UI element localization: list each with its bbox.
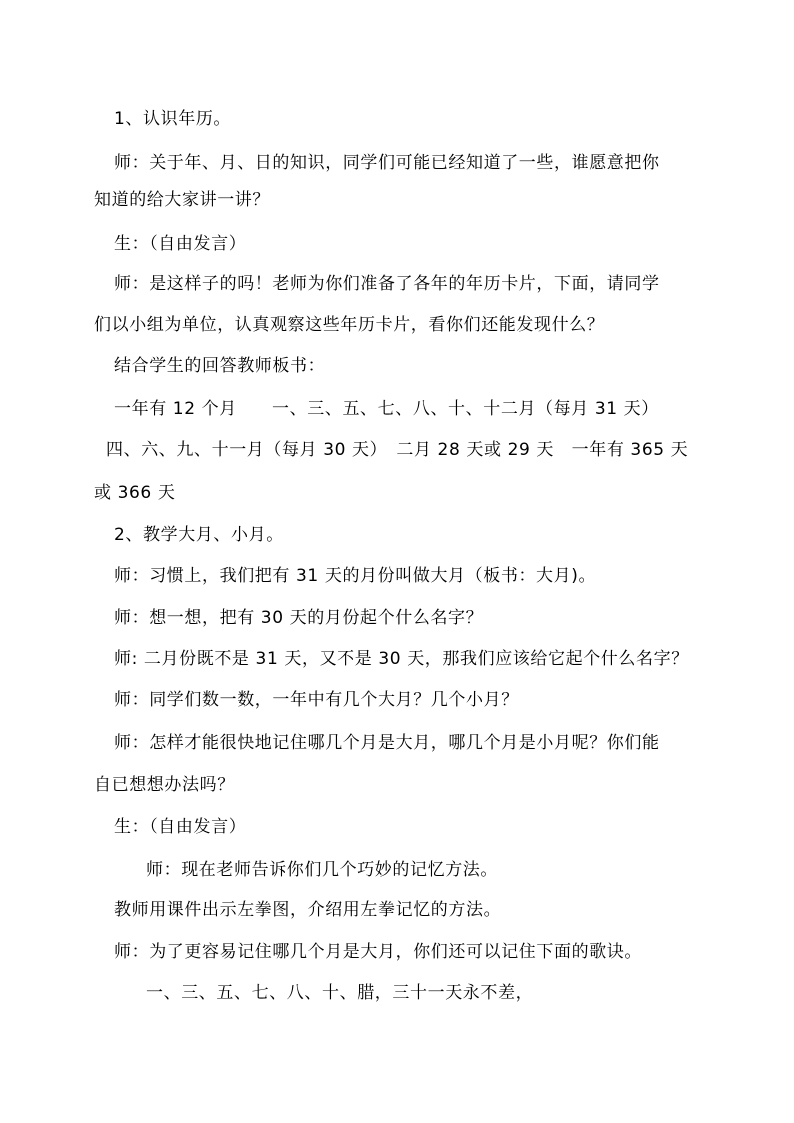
text-line-18: 生：（自由发言）: [114, 817, 247, 837]
text-line-3: 知道的给大家讲一讲？: [94, 190, 270, 210]
text-line-7: 结合学生的回答教师板书：: [114, 356, 326, 376]
text-line-16: 师：怎样才能很快地记住哪几个月是大月，哪几个月是小月呢？你们能: [114, 733, 660, 753]
text-line-19: 师：现在老师告诉你们几个巧妙的记忆方法。: [146, 860, 498, 880]
text-line-1: 1、认识年历。: [114, 109, 232, 129]
text-line-12: 师：习惯上，我们把有 31 天的月份叫做大月（板书：大月)。: [114, 566, 597, 586]
text-line-22: 一、三、五、七、八、十、腊，三十一天永不差，: [146, 983, 534, 1003]
text-line-15: 师：同学们数一数，一年中有几个大月？几个小月？: [114, 690, 519, 710]
text-line-13: 师：想一想，把有 30 天的月份起个什么名字？: [114, 608, 484, 628]
text-line-11: 2、教学大月、小月。: [114, 525, 284, 545]
text-line-6: 们以小组为单位，认真观察这些年历卡片，看你们还能发现什么？: [94, 315, 605, 335]
text-line-8: 一年有 12 个月 一、三、五、七、八、十、十二月（每月 31 天）: [114, 399, 659, 419]
text-line-20: 教师用课件出示左拳图，介绍用左拳记忆的方法。: [114, 900, 502, 920]
text-line-4: 生：（自由发言）: [114, 234, 247, 254]
text-line-17: 自已想想办法吗？: [94, 775, 235, 795]
text-line-9: 四、六、九、十一月（每月 30 天） 二月 28 天或 29 天 一年有 365 天: [106, 440, 689, 460]
text-line-21: 师：为了更容易记住哪几个月是大月，你们还可以记住下面的歌诀。: [114, 942, 642, 962]
text-line-5: 师：是这样子的吗！老师为你们准备了各年的年历卡片，下面，请同学: [114, 274, 660, 294]
text-line-10: 或 366 天: [94, 483, 176, 503]
text-line-2: 师：关于年、月、日的知识，同学们可能已经知道了一些，谁愿意把你: [114, 153, 660, 173]
text-line-14: 师: 二月份既不是 31 天，又不是 30 天，那我们应该给它起个什么名字？: [114, 649, 689, 669]
